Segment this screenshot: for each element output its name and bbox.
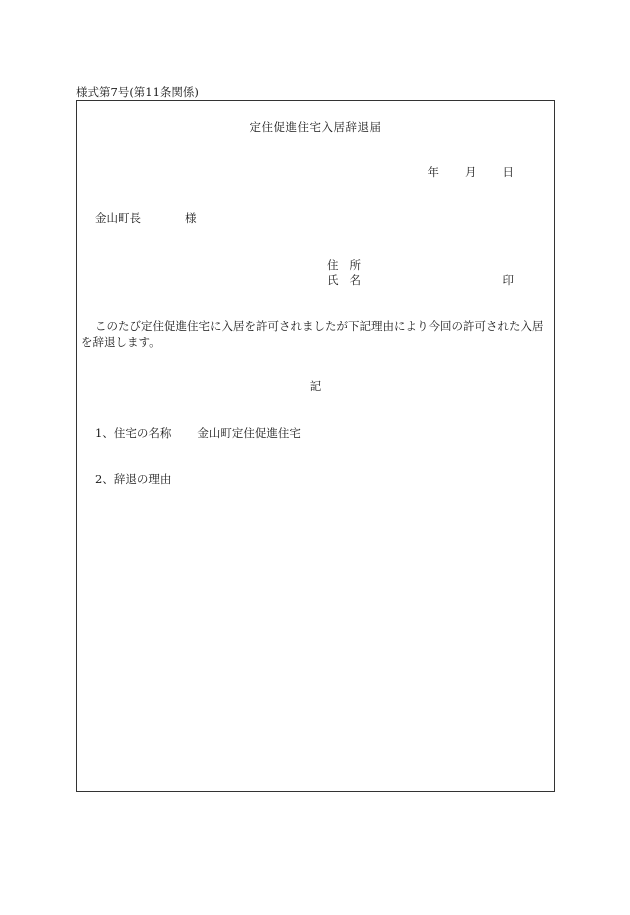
item-reason [95, 471, 171, 487]
item-value: 金山町定住促進住宅 [197, 426, 301, 440]
body-text: このたび定住促進住宅に入居を許可されましたが下記理由により今回の許可された入居を辞退します。 [81, 319, 544, 349]
item-label: 2、辞退の理由 [95, 472, 172, 486]
item-label: 1、住宅の名称 [95, 426, 172, 440]
item-housing-name [95, 425, 301, 441]
form-frame [76, 100, 555, 792]
seal-mark: 印 [502, 273, 514, 287]
date-year-label: 年 [427, 165, 439, 179]
ki-heading: 記 [309, 379, 322, 393]
date-day-label: 日 [502, 165, 514, 179]
applicant-name-label: 氏 名 [327, 273, 361, 287]
addressee-honorific: 様 [185, 211, 197, 225]
form-number: 様式第7号(第11条関係) [76, 85, 199, 99]
date-month-label: 月 [465, 165, 477, 179]
applicant-address-label: 住 所 [327, 258, 361, 272]
document-title: 定住促進住宅入居辞退届 [249, 120, 382, 134]
date-line [428, 164, 515, 180]
addressee-name: 金山町長 [95, 211, 141, 225]
addressee [95, 210, 197, 226]
